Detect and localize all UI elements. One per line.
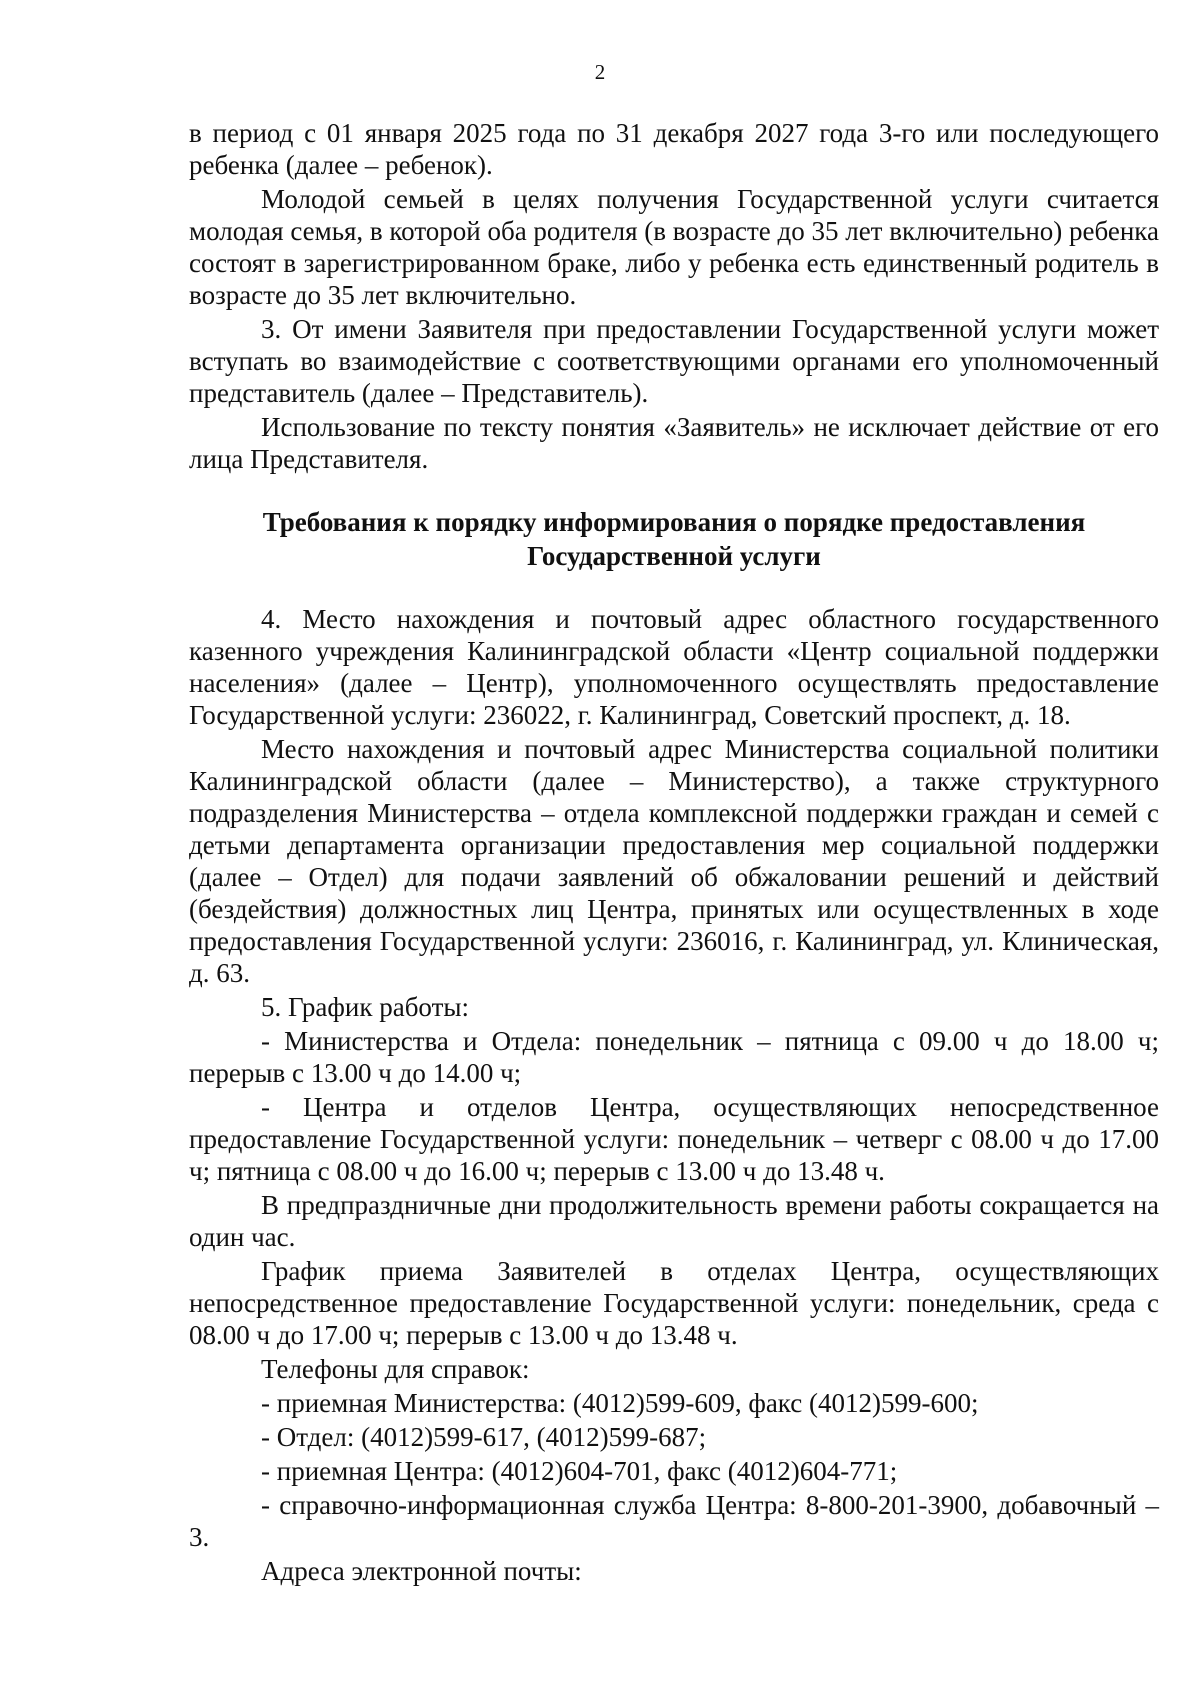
section-heading <box>189 505 1159 573</box>
paragraph-phone-ministry: - приемная Министерства: (4012)599-609, факс (4012)599-600; <box>261 1388 979 1418</box>
paragraph-preholiday: В предпраздничные дни продолжительность времени работы сокращается на один час. <box>189 1190 1159 1252</box>
paragraph-ministry-address: Место нахождения и почтовый адрес Министерства социальной политики Калининградской области (далее – Министерство), а также структурного подразделения Министерства – отдела комплексной поддержки граждан и семей с детьми департамента организации предоставления мер социальной поддержки (далее – Отдел) для подачи заявлений об обжаловании решений и действий (бездействия) должностных лиц Центра, принятых или осуществленных в ходе предоставления Государственной услуги: 236016, г. Калининград, ул. Клиническая, д. 63. <box>189 734 1159 988</box>
paragraph-schedule-ministry: - Министерства и Отдела: понедельник – пятница с 09.00 ч до 18.00 ч; перерыв с 13.00 ч до 14.00 ч; <box>189 1026 1159 1088</box>
page-number: 2 <box>594 60 606 84</box>
paragraph-phone-info-service: - справочно-информационная служба Центра: 8-800-201-3900, добавочный – 3. <box>189 1490 1159 1552</box>
paragraph-schedule-center: - Центра и отделов Центра, осуществляющих непосредственное предоставление Государственной услуги: понедельник – четверг с 08.00 ч до 17.00 ч; пятница с 08.00 ч до 16.00 ч; перерыв с 13.00 ч до 13.48 ч. <box>189 1092 1159 1186</box>
paragraph-phones-title: Телефоны для справок: <box>261 1354 530 1384</box>
section-heading-line-1: Требования к порядку информирования о порядке предоставления <box>262 507 1086 537</box>
paragraph-reception-schedule: График приема Заявителей в отделах Центра, осуществляющих непосредственное предоставление Государственной услуги: понедельник, среда с 08.00 ч до 17.00 ч; перерыв с 13.00 ч до 13.48 ч. <box>189 1256 1159 1350</box>
paragraph-email-title: Адреса электронной почты: <box>261 1556 582 1586</box>
paragraph-applicant-term: Использование по тексту понятия «Заявитель» не исключает действие от его лица Представителя. <box>189 412 1159 474</box>
paragraph-schedule-title: 5. График работы: <box>261 992 470 1022</box>
paragraph-period: в период с 01 января 2025 года по 31 декабря 2027 года 3-го или последующего ребенка (далее – ребенок). <box>189 118 1159 180</box>
paragraph-representative: 3. От имени Заявителя при предоставлении Государственной услуги может вступать во взаимодействие с соответствующими органами его уполномоченный представитель (далее – Представитель). <box>189 314 1159 408</box>
section-heading-line-2: Государственной услуги <box>527 541 821 571</box>
document-body <box>189 117 1159 1587</box>
paragraph-phone-department: - Отдел: (4012)599-617, (4012)599-687; <box>261 1422 707 1452</box>
paragraph-phone-center: - приемная Центра: (4012)604-701, факс (4012)604-771; <box>261 1456 898 1486</box>
paragraph-center-address: 4. Место нахождения и почтовый адрес областного государственного казенного учреждения Калининградской области «Центр социальной поддержки населения» (далее – Центр), уполномоченного осуществлять предоставление Государственной услуги: 236022, г. Калининград, Советский проспект, д. 18. <box>189 604 1159 730</box>
paragraph-young-family: Молодой семьей в целях получения Государственной услуги считается молодая семья, в которой оба родителя (в возрасте до 35 лет включительно) ребенка состоят в зарегистрированном браке, либо у ребенка есть единственный родитель в возрасте до 35 лет включительно. <box>189 184 1159 310</box>
